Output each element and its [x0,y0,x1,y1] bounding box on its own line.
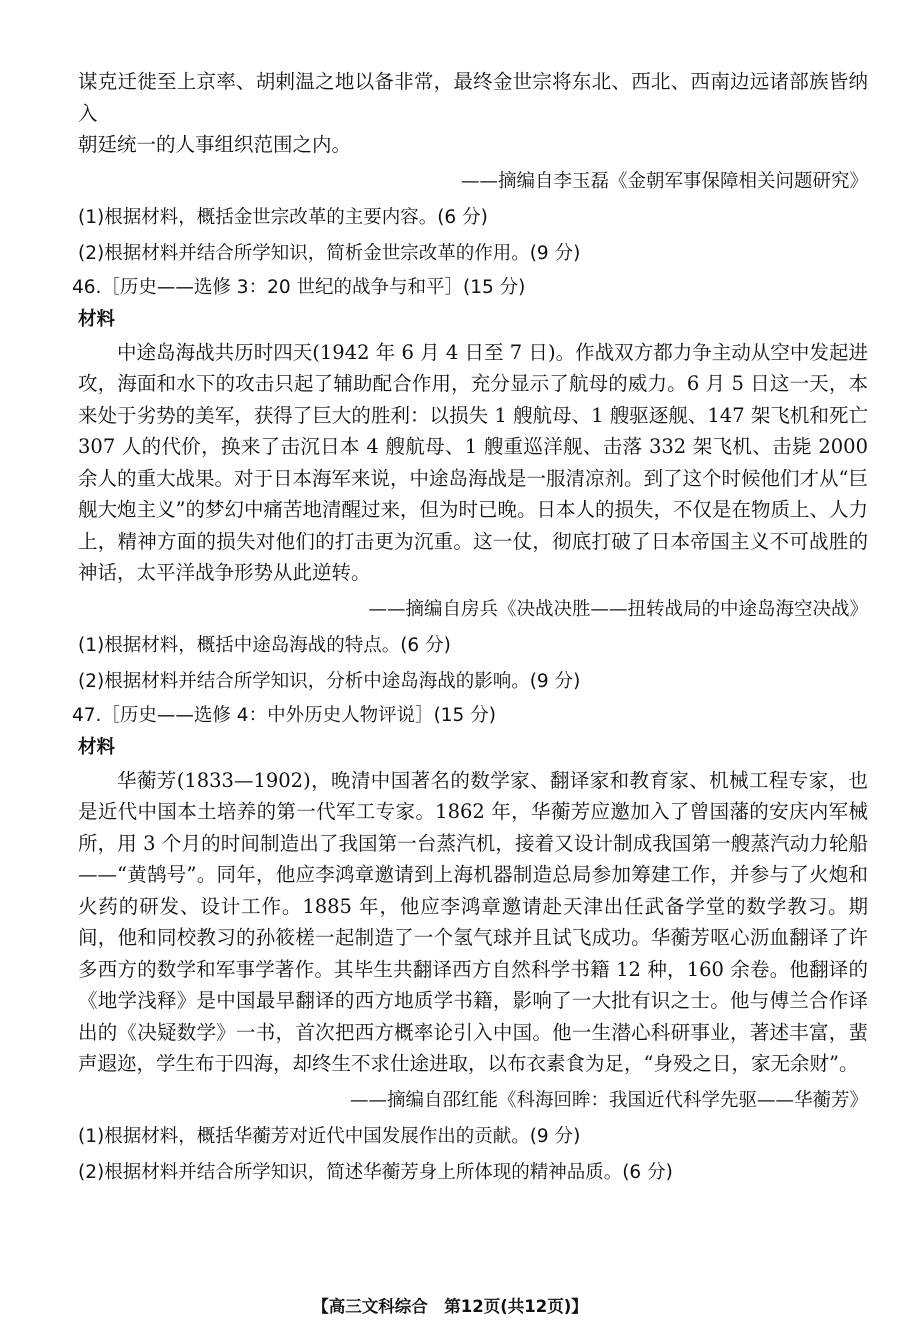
top-passage-line: 朝廷统一的人事组织范围之内。 [78,133,352,156]
q46-material-paragraph: 中途岛海战共历时四天(1942 年 6 月 4 日至 7 日)。作战双方都力争主动从空中发起进攻，海面和水下的攻击只起了辅助配合作用，充分显示了航母的威力。6 月 5 日这一天，本来处于劣势的美军，获得了巨大的胜利：以损失 1 艘航母、1 艘驱逐舰、147 架飞机和死亡 307 人的代价，换来了击沉日本 4 艘航母、1 艘重巡洋舰、击落 332 架飞机、击毙 2000 余人的重大战果。对于日本海军来说，中途岛海战是一服清凉剂。到了这个时候他们才从“巨舰大炮主义”的梦幻中痛苦地清醒过来，但为时已晚。日本人的损失，不仅是在物质上、人力上，精神方面的损失对他们的打击更为沉重。这一仗，彻底打破了日本帝国主义不可战胜的神话，太平洋战争形势从此逆转。 [78,340,868,584]
top-passage-line: 谋克迁徙至上京率、胡剌温之地以备非常，最终金世宗将东北、西北、西南边远诸部族皆纳入 [78,70,868,125]
q46-part-2: (2)根据材料并结合所学知识，分析中途岛海战的影响。(9 分) [78,670,581,692]
q47-part-2: (2)根据材料并结合所学知识，简述华蘅芳身上所体现的精神品质。(6 分) [78,1161,673,1183]
q46-heading: 46.［历史——选修 3：20 世纪的战争与和平］(15 分) [72,276,526,298]
top-passage-source: ——摘编自李玉磊《金朝军事保障相关问题研究》 [460,170,868,192]
q47-source: ——摘编自邵红能《科海回眸：我国近代科学先驱——华蘅芳》 [349,1089,868,1111]
page-content [72,66,868,1188]
q46-source: ——摘编自房兵《决战决胜——扭转战局的中途岛海空决战》 [368,598,868,620]
q47-material-paragraph: 华蘅芳(1833—1902)，晚清中国著名的数学家、翻译家和教育家、机械工程专家，也是近代中国本土培养的第一代军工专家。1862 年，华蘅芳应邀加入了曾国藩的安庆内军械所，用 3 个月的时间制造出了我国第一台蒸汽机，接着又设计制成我国第一艘蒸汽动力轮船——“黄鹄号”。同年，他应李鸿章邀请到上海机器制造总局参加筹建工作，并参与了火炮和火药的研发、设计工作。1885 年，他应李鸿章邀请赴天津出任武备学堂的数学教习。期间，他和同校教习的孙筱槎一起制造了一个氢气球并且试飞成功。华蘅芳呕心沥血翻译了许多西方的数学和军事学著作。其毕生共翻译西方自然科学书籍 12 种，160 余卷。他翻译的《地学浅释》是中国最早翻译的西方地质学书籍，影响了一大批有识之士。他与傅兰合作译出的《决疑数学》一书，首次把西方概率论引入中国。他一生潜心科研事业，著述丰富，蜚声遐迩，学生布于四海，却终生不求仕途进取，以布衣素食为足，“身殁之日，家无余财”。 [78,768,868,1075]
q47-heading: 47.［历史——选修 4：中外历史人物评说］(15 分) [72,704,496,726]
q45-part-1: (1)根据材料，概括金世宗改革的主要内容。(6 分) [78,206,488,228]
q46-material-label: 材料 [78,308,116,330]
q47-material-label: 材料 [78,736,116,758]
q45-part-2: (2)根据材料并结合所学知识，简析金世宗改革的作用。(9 分) [78,242,581,264]
page-footer: 【高三文科综合 第12页(共12页)】 [312,1297,588,1316]
q46-part-1: (1)根据材料，概括中途岛海战的特点。(6 分) [78,634,451,656]
q47-part-1: (1)根据材料，概括华蘅芳对近代中国发展作出的贡献。(9 分) [78,1125,581,1147]
